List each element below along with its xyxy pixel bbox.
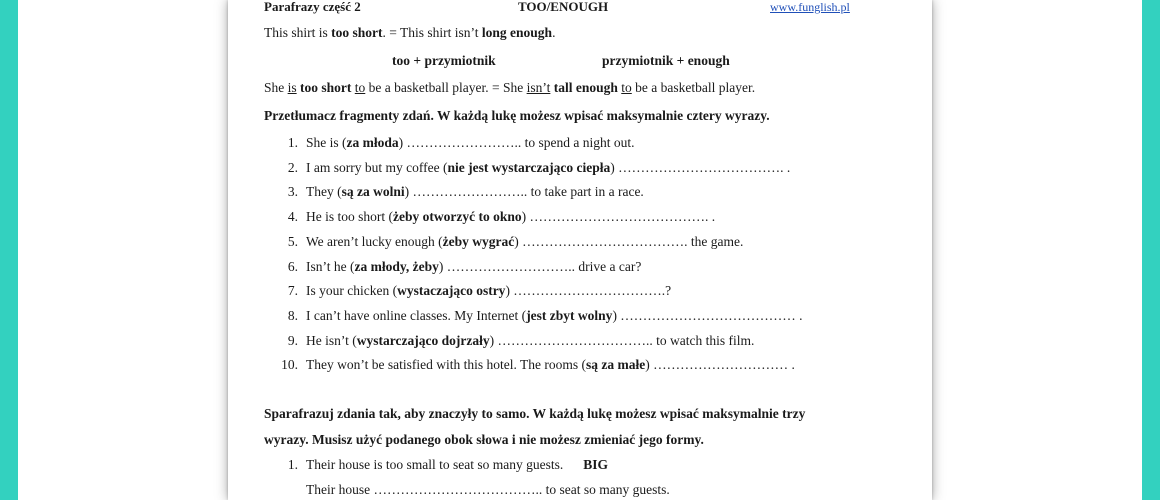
exercise-item-gap: ) ………………………………. .: [610, 159, 791, 175]
header-website-link[interactable]: www.funglish.pl: [770, 0, 850, 14]
exercise-item-sentence: [306, 209, 715, 225]
exercise-item-gap: ) …………………………….?: [505, 283, 672, 299]
exercise-item-sentence: [306, 333, 754, 349]
exercise-item-text: He is too short (: [306, 209, 393, 225]
exercise-item: [264, 234, 924, 254]
exercise-item-hint: żeby otworzyć to okno: [393, 209, 522, 225]
exercise-item-text: I can’t have online classes. My Internet (: [306, 307, 527, 323]
exercise-item-gap: ) ………………………………. the game.: [514, 233, 744, 249]
exercise-item-sentence: [306, 357, 795, 373]
example2-underline-is: is: [287, 80, 297, 95]
exercise-item-text: Is your chicken (: [306, 283, 398, 299]
exercise-item-sentence: [306, 160, 790, 176]
exercise-item-hint: wystarczająco dojrzały: [356, 332, 490, 348]
exercise-item-sentence: [306, 283, 671, 299]
exercise-item: [264, 160, 924, 180]
exercise-item: [264, 209, 924, 229]
exercise-item-hint: za młody, żeby: [354, 258, 439, 274]
exercise-item-number: 5.: [287, 233, 298, 249]
task2-item-number: 1.: [287, 457, 298, 472]
task2-instruction-line2: wyrazy. Musisz użyć podanego obok słowa i nie możesz zmieniać jego formy.: [264, 432, 704, 447]
exercise-item-gap: ) …………………………………. .: [521, 209, 716, 225]
exercise-item-text: They (: [306, 184, 342, 200]
example1-bold-b: too short: [331, 25, 383, 40]
task2-item-text: Their house is too small to seat so many guests.: [306, 457, 564, 472]
exercise-item: [264, 333, 924, 353]
exercise-item: [264, 283, 924, 303]
exercise-item-number: 2.: [287, 159, 298, 175]
header-title: Parafrazy część 2: [264, 0, 361, 14]
exercise-item-sentence: [306, 308, 803, 324]
exercise-item-text: I am sorry but my coffee (: [306, 159, 448, 175]
exercise-item-hint: za młoda: [346, 135, 399, 150]
example1-text-e: .: [552, 25, 556, 40]
rule-too-adjective: too + przymiotnik: [392, 53, 496, 68]
example-sentence-2: [264, 80, 755, 96]
example2-underline-isnt: isn’t: [526, 80, 551, 95]
exercise-item-text: She is (: [306, 135, 347, 150]
task2-item-answer-line: Their house ……………………………….. to seat so many guests.: [306, 482, 670, 497]
example2-underline-to-2: to: [621, 80, 632, 95]
exercise-item-gap: ) ………………………… .: [645, 357, 795, 373]
rule-adjective-enough: przymiotnik + enough: [602, 53, 730, 68]
example2-bold-tall-enough: tall enough: [553, 80, 618, 95]
exercise-item-hint: są za małe: [585, 357, 646, 373]
exercise-item-gap: ) ……………………….. drive a car?: [438, 258, 642, 274]
example1-bold-d: long enough: [481, 25, 553, 40]
example2-bold-too-short: too short: [300, 80, 352, 95]
exercise-item-gap: ) ………………………………… .: [612, 307, 803, 323]
exercise-item-number: 7.: [287, 283, 298, 299]
exercise-item-hint: żeby wygrać: [442, 233, 515, 249]
task2-item-sentence: [306, 457, 608, 473]
exercise-item-text: They won’t be satisfied with this hotel. The rooms (: [306, 357, 586, 373]
exercise-item-hint: są za wolni: [341, 184, 405, 200]
exercise-item-sentence: [306, 135, 635, 151]
exercise-item-text: He isn’t (: [306, 332, 357, 348]
exercise-item-hint: nie jest wystarczająco ciepła: [447, 159, 611, 175]
task2-instruction-line1: Sparafrazuj zdania tak, aby znaczyły to samo. W każdą lukę możesz wpisać maksymalnie trzy: [264, 406, 806, 421]
document-page: [228, 0, 932, 500]
exercise-item-hint: jest zbyt wolny: [526, 307, 613, 323]
task2-item-keyword: BIG: [583, 457, 608, 472]
exercise-item: [264, 308, 924, 328]
exercise-item-gap: ) …………………………….. to watch this film.: [489, 332, 755, 348]
example2-text-m: be a basketball player.: [631, 80, 756, 95]
exercise-item: [264, 357, 924, 377]
exercise-item-number: 6.: [287, 258, 298, 274]
example2-text-a: She: [264, 80, 288, 95]
exercise-item-gap: ) …………………….. to take part in a race.: [404, 184, 644, 200]
exercise-item: [264, 184, 924, 204]
exercise-item: [264, 135, 924, 155]
header-topic: TOO/ENOUGH: [518, 0, 609, 14]
exercise-item-sentence: [306, 234, 743, 250]
exercise-item-number: 8.: [287, 307, 298, 323]
example2-underline-to: to: [354, 80, 366, 95]
task1-instruction: Przetłumacz fragmenty zdań. W każdą lukę możesz wpisać maksymalnie cztery wyrazy.: [264, 108, 770, 123]
exercise-item-text: We aren’t lucky enough (: [306, 233, 443, 249]
example-sentence-1: [264, 25, 555, 41]
page-header: [264, 0, 908, 17]
exercise-item-hint: wystaczająco ostry: [397, 283, 506, 299]
exercise-item-text: Isn’t he (: [306, 258, 355, 274]
example1-text-c: . = This shirt isn’t: [382, 25, 482, 40]
exercise-item-gap: ) …………………….. to spend a night out.: [398, 135, 635, 150]
exercise-item-number: 3.: [287, 184, 298, 200]
exercise-item-number: 9.: [287, 332, 298, 348]
exercise-item-sentence: [306, 259, 641, 275]
example2-text-g: be a basketball player. = She: [365, 80, 527, 95]
exercise-item-number: 4.: [287, 209, 298, 225]
example1-text-a: This shirt is: [264, 25, 332, 40]
exercise-item-number: 10.: [281, 357, 298, 373]
exercise-item: [264, 259, 924, 279]
exercise-item-number: 1.: [287, 135, 298, 150]
exercise-item-sentence: [306, 184, 644, 200]
